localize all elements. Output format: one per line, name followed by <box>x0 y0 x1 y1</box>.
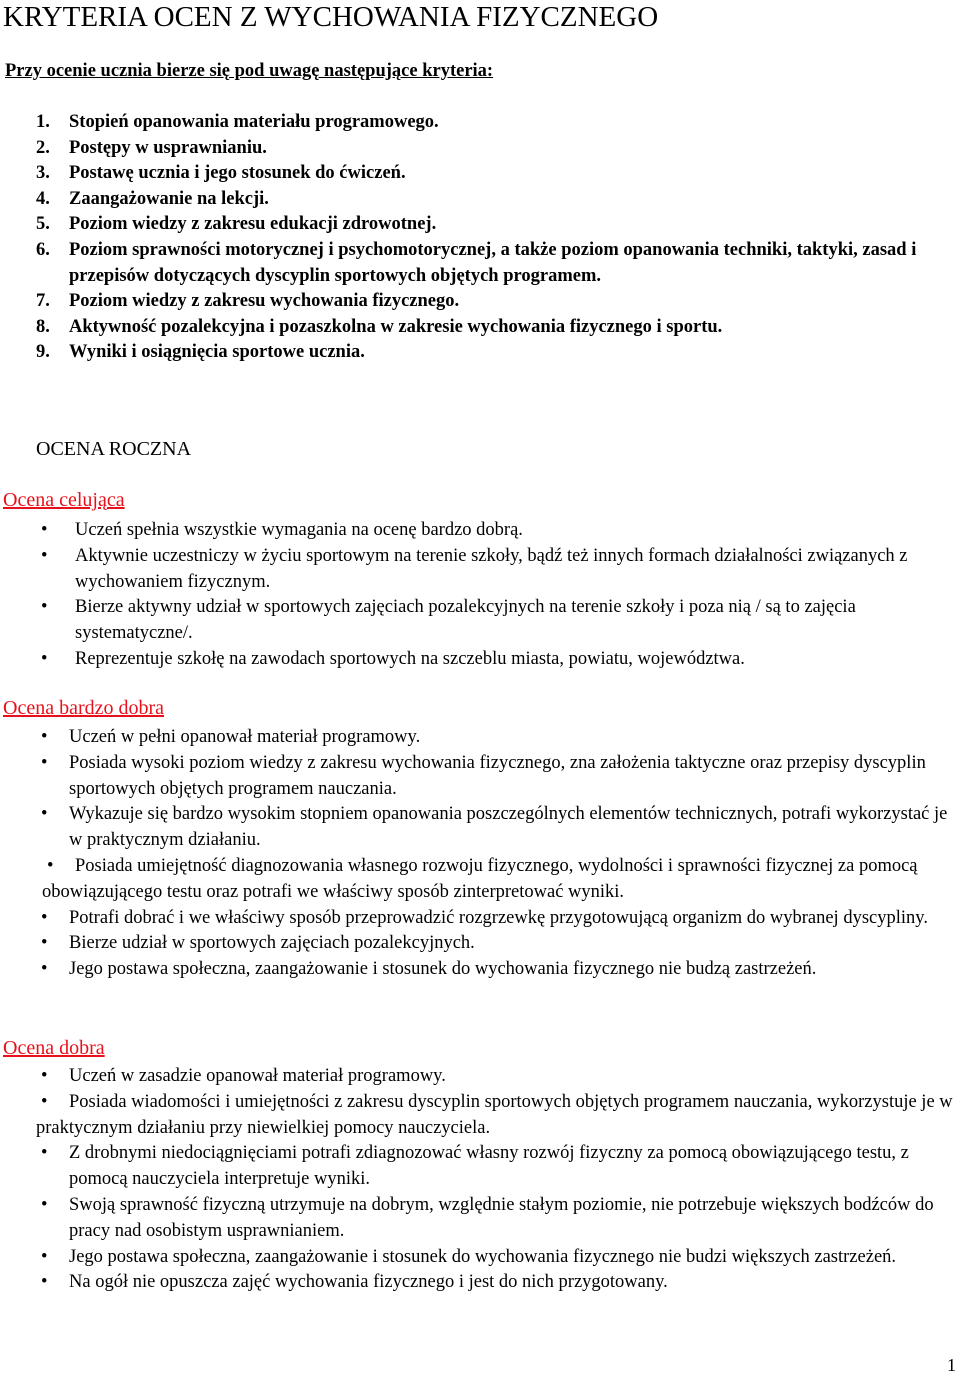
list-item <box>36 1090 954 1142</box>
list-item-text: Z drobnymi niedociągnięciami potrafi zdiagnozować własny rozwój fizyczny za pomocą obowiązującego testu, z pomocą nauczyciela interpretuje wyniki. <box>69 1143 909 1190</box>
list-item-text: Wykazuje się bardzo wysokim stopniem opanowania poszczególnych elementów technicznych, potrafi wykorzystać je w praktycznym działaniu. <box>69 804 948 851</box>
list-item-text: Uczeń spełnia wszystkie wymagania na ocenę bardzo dobrą. <box>75 520 523 540</box>
bullet-icon: • <box>41 1091 48 1112</box>
list-item-text: Posiada wiadomości i umiejętności z zakresu dyscyplin sportowych objętych programem nauczania, wykorzystuje je w praktycznym działaniu przy niewielkiej pomocy nauczyciela. <box>36 1091 953 1138</box>
list-item <box>36 544 954 596</box>
criteria-list <box>36 110 941 366</box>
list-item <box>36 1064 954 1090</box>
document-title: KRYTERIA OCEN Z WYCHOWANIA FIZYCZNEGO <box>3 1 659 33</box>
grade-list-dobra <box>36 1064 954 1296</box>
list-item-text: Potrafi dobrać i we właściwy sposób przeprowadzić rozgrzewkę przygotowującą organizm do wybranej dyscypliny. <box>69 907 928 928</box>
bullet-icon: • <box>41 1246 48 1267</box>
list-item-text: Swoją sprawność fizyczną utrzymuje na dobrym, względnie stałym poziomie, nie potrzebuje większych bodźców do pracy nad osobistym usprawnianiem. <box>69 1194 934 1241</box>
list-item-text: Posiada wysoki poziom wiedzy z zakresu wychowania fizycznego, zna założenia taktyczne oraz przepisy dyscyplin sportowych objętych programem nauczania. <box>69 752 926 799</box>
list-item-text: Bierze aktywny udział w sportowych zajęciach pozalekcyjnych na terenie szkoły i poza nią / są to zajęcia systematyczne/. <box>75 597 856 644</box>
list-item <box>36 1245 954 1271</box>
grade-heading-dobra: Ocena dobra <box>3 1037 105 1059</box>
list-item <box>36 751 954 803</box>
criteria-item <box>36 238 941 289</box>
annual-grade-heading: OCENA ROCZNA <box>36 438 192 460</box>
list-item <box>36 802 954 854</box>
list-item <box>36 595 954 647</box>
criteria-item <box>36 187 941 213</box>
criteria-item <box>36 340 941 366</box>
bullet-icon: • <box>41 1194 48 1215</box>
criteria-text: Poziom wiedzy z zakresu wychowania fizycznego. <box>69 291 460 312</box>
criteria-number: 9. <box>36 342 50 363</box>
bullet-icon: • <box>41 1066 48 1086</box>
criteria-text: Postępy w usprawnianiu. <box>69 137 267 158</box>
criteria-number: 6. <box>36 239 50 260</box>
criteria-number: 8. <box>36 316 50 337</box>
list-item-text: Uczeń w zasadzie opanował materiał programowy. <box>69 1066 446 1086</box>
criteria-intro: Przy ocenie ucznia bierze się pod uwagę następujące kryteria: <box>5 61 494 81</box>
page-number: 1 <box>947 1355 956 1375</box>
criteria-text: Zaangażowanie na lekcji. <box>69 188 269 209</box>
list-item-text: Jego postawa społeczna, zaangażowanie i stosunek do wychowania fizycznego nie budzi większych zastrzeżeń. <box>69 1246 897 1267</box>
grade-heading-celujaca: Ocena celująca <box>3 489 125 511</box>
list-item-text: Bierze udział w sportowych zajęciach pozalekcyjnych. <box>69 933 475 954</box>
criteria-text: Stopień opanowania materiału programowego. <box>69 112 439 132</box>
list-item <box>36 931 954 957</box>
criteria-number: 5. <box>36 214 50 235</box>
criteria-number: 2. <box>36 137 50 158</box>
criteria-text: Postawę ucznia i jego stosunek do ćwiczeń. <box>69 163 406 184</box>
list-item <box>36 725 954 751</box>
bullet-icon: • <box>41 804 48 825</box>
criteria-text: Poziom wiedzy z zakresu edukacji zdrowotnej. <box>69 214 437 235</box>
bullet-icon: • <box>41 520 48 540</box>
bullet-icon: • <box>41 752 48 773</box>
criteria-item <box>36 161 941 187</box>
list-item-text: Posiada umiejętność diagnozowania własnego rozwoju fizycznego, wydolności i sprawności fizycznej za pomocą obowiązującego testu oraz potrafi we właściwy sposób zinterpretować wyniki. <box>42 855 918 902</box>
list-item-text: Aktywnie uczestniczy w życiu sportowym na terenie szkoły, bądź też innych formach działalności związanych z wychowaniem fizycznym. <box>75 545 908 592</box>
bullet-icon: • <box>41 1143 48 1164</box>
list-item <box>36 647 954 673</box>
list-item <box>36 906 954 932</box>
bullet-icon: • <box>41 648 48 669</box>
bullet-icon: • <box>41 907 48 928</box>
bullet-icon: • <box>41 545 48 566</box>
list-item <box>36 1141 954 1193</box>
criteria-number: 7. <box>36 291 50 312</box>
list-item <box>36 1270 954 1296</box>
criteria-number: 3. <box>36 163 50 184</box>
bullet-icon: • <box>41 959 48 980</box>
list-item <box>36 518 954 544</box>
criteria-text: Aktywność pozalekcyjna i pozaszkolna w zakresie wychowania fizycznego i sportu. <box>69 316 723 337</box>
bullet-icon: • <box>41 727 48 747</box>
grade-heading-bardzo-dobra: Ocena bardzo dobra <box>3 697 165 719</box>
grade-list-bardzo-dobra <box>36 725 954 983</box>
criteria-item <box>36 315 941 341</box>
list-item <box>42 854 954 906</box>
criteria-text: Poziom sprawności motorycznej i psychomotorycznej, a także poziom opanowania techniki, taktyki, zasad i przepisów dotyczących dyscyplin sportowych objętych programem. <box>69 239 917 286</box>
bullet-icon: • <box>41 933 48 954</box>
bullet-icon: • <box>47 855 54 876</box>
grade-list-celujaca <box>36 518 954 673</box>
list-item-text: Jego postawa społeczna, zaangażowanie i stosunek do wychowania fizycznego nie budzą zastrzeżeń. <box>69 959 817 980</box>
list-item-text: Uczeń w pełni opanował materiał programowy. <box>69 727 421 747</box>
list-item-text: Reprezentuje szkołę na zawodach sportowych na szczeblu miasta, powiatu, województwa. <box>75 648 745 669</box>
criteria-number: 1. <box>36 112 50 132</box>
bullet-icon: • <box>41 597 48 618</box>
list-item <box>36 957 954 983</box>
criteria-number: 4. <box>36 188 50 209</box>
criteria-item <box>36 212 941 238</box>
list-item <box>36 1193 954 1245</box>
criteria-item <box>36 110 941 136</box>
criteria-item <box>36 136 941 162</box>
criteria-text: Wyniki i osiągnięcia sportowe ucznia. <box>69 342 365 363</box>
bullet-icon: • <box>41 1272 48 1293</box>
criteria-item <box>36 289 941 315</box>
list-item-text: Na ogół nie opuszcza zajęć wychowania fizycznego i jest do nich przygotowany. <box>69 1272 668 1293</box>
